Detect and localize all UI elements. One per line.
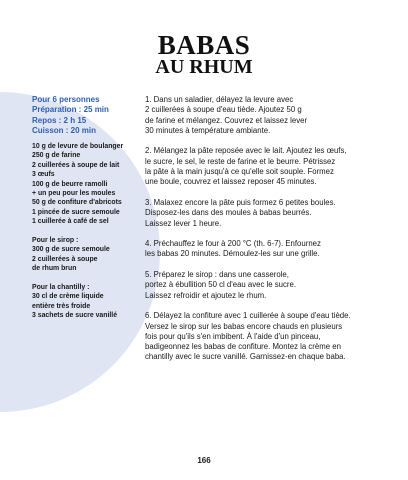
ingredient: de rhum brun (32, 265, 77, 273)
step-line: 6. Délayez la confiture avec 1 cuillerée à soupe d'eau tiède. (145, 311, 351, 321)
step-line: une boule, couvrez et laissez reposer 45 minutes. (145, 177, 317, 187)
ingredient: 1 cuillerée à café de sel (32, 218, 109, 226)
step-line: de farine et mélangez. Couvrez et laissez lever (145, 115, 308, 125)
step-4 (145, 239, 377, 260)
page-subtitle: AU RHUM (155, 56, 253, 78)
step-line: 30 minutes à température ambiante. (145, 125, 271, 135)
step-line: 2 cuillerées à soupe d'eau tiède. Ajoutez 50 g (145, 105, 302, 115)
step-line: Laissez lever 1 heure. (145, 218, 222, 228)
step-line: fois pour qu'ils s'en imbibent. À l'aide d'un pinceau, (145, 331, 321, 341)
rest-time: Repos : 2 h 15 (32, 115, 87, 125)
ingredient: 2 cuillerées à soupe de lait (32, 161, 120, 169)
step-line: Laissez refroidir et ajoutez le rhum. (145, 290, 267, 300)
step-1 (145, 95, 377, 136)
step-line: les babas 20 minutes. Démoulez-les sur une grille. (145, 249, 320, 259)
step-line: Versez le sirop sur les babas encore chauds en plusieurs (145, 321, 343, 331)
step-line: 3. Malaxez encore la pâte puis formez 6 petites boules. (145, 197, 336, 207)
syrup-heading: Pour le sirop : (32, 237, 79, 245)
step-3 (145, 198, 377, 229)
chantilly-heading: Pour la chantilly : (32, 284, 90, 292)
step-6 (145, 311, 377, 362)
ingredients-list (32, 142, 137, 321)
step-2 (145, 146, 377, 187)
ingredient: 1 pincée de sucre semoule (32, 208, 120, 216)
steps-list (145, 95, 377, 373)
ingredient: 30 cl de crème liquide (32, 293, 104, 301)
ingredient: 3 sachets de sucre vanillé (32, 312, 118, 320)
step-line: 5. Préparez le sirop : dans une casserole, (145, 270, 289, 280)
ingredient: 300 g de sucre semoule (32, 246, 110, 254)
prep-time: Préparation : 25 min (32, 105, 109, 115)
step-line: le sucre, le sel, le reste de farine et le beurre. Pétrissez (145, 156, 336, 166)
ingredient: + un peu pour les moules (32, 190, 116, 198)
ingredient: 3 œufs (32, 171, 55, 179)
step-line: 4. Préchauffez le four à 200 °C (th. 6-7). Enfournez (145, 239, 321, 249)
cook-time: Cuisson : 20 min (32, 125, 97, 135)
ingredient: 100 g de beurre ramolli (32, 180, 108, 188)
step-line: Disposez-les dans des moules à babas beurrés. (145, 208, 312, 218)
ingredient: entière très froide (32, 302, 91, 310)
ingredient: 2 cuillerées à soupe (32, 255, 98, 263)
step-line: badigeonnez les babas de confiture. Montez la crème en (145, 342, 341, 352)
step-5 (145, 270, 377, 301)
ingredient: 50 g de confiture d'abricots (32, 199, 122, 207)
step-line: chantilly avec le sucre vanillé. Garnissez-en chaque baba. (145, 352, 346, 362)
step-line: 2. Mélangez la pâte reposée avec le lait. Ajoutez les œufs, (145, 146, 347, 156)
ingredient: 10 g de levure de boulanger (32, 143, 124, 150)
page-title: BABAS (157, 30, 251, 60)
step-line: la pâte à la main jusqu'à ce qu'elle soit souple. Formez (145, 167, 334, 177)
page-number: 166 (197, 456, 211, 465)
step-line: 1. Dans un saladier, délayez la levure avec (145, 95, 294, 104)
recipe-meta (32, 95, 109, 136)
step-line: portez à ébullition 50 cl d'eau avec le sucre. (145, 280, 297, 290)
servings: Pour 6 personnes (32, 95, 100, 104)
ingredient: 250 g de farine (32, 152, 81, 160)
